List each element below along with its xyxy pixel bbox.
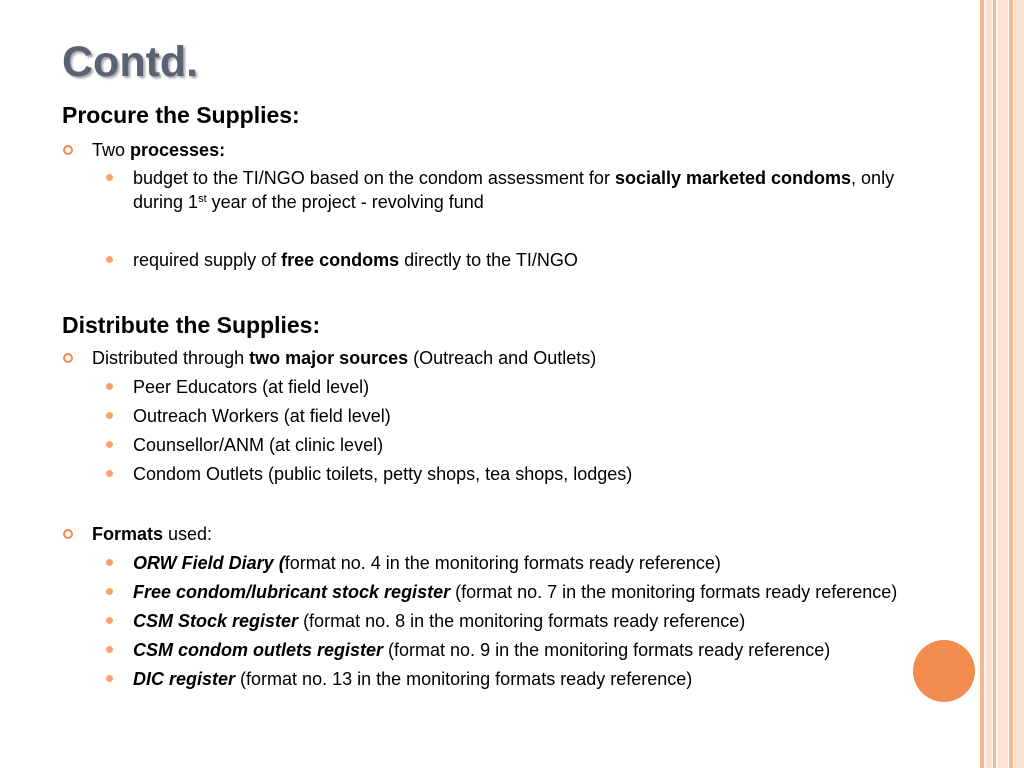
dot-bullet-icon [106,470,113,477]
text-bold: socially marketed condoms [614,168,852,188]
text: budget to the TI/NGO based on the condom assessment for [133,168,615,188]
dot-bullet-icon [106,559,113,566]
dot-bullet-icon [106,383,113,390]
format-desc: (format no. 8 in the monitoring formats ready reference) [298,611,746,631]
dot-bullet-icon [106,588,113,595]
text: Two [92,140,131,160]
format-item [62,609,902,633]
distribute-item [62,433,902,457]
format-title: ORW Field Diary ( [133,553,285,573]
distribute-item [62,462,902,486]
formats-used [62,522,902,546]
format-item [62,667,902,691]
superscript: st [198,193,207,205]
text: (Outreach and Outlets) [408,348,597,368]
distribute-item [62,404,902,428]
decorative-circle [913,640,975,702]
dot-bullet-icon [106,256,113,263]
slide-title: Contd. [62,38,199,86]
stripe [1009,0,1013,768]
format-desc: format no. 4 in the monitoring formats ready reference) [284,553,721,573]
text-bold: two major sources [249,348,409,368]
text: Peer Educators (at field level) [133,377,370,397]
format-desc: (format no. 7 in the monitoring formats ready reference) [450,582,898,602]
stripe [993,0,996,768]
format-title: CSM Stock register [133,611,299,631]
stripe [998,0,1008,768]
distribute-heading: Distribute the Supplies: [62,312,321,338]
text-bold: processes: [130,140,226,160]
stripe [980,0,984,768]
format-desc: (format no. 13 in the monitoring formats ready reference) [235,669,693,689]
stripe [986,0,992,768]
dot-bullet-icon [106,174,113,181]
procure-heading: Procure the Supplies: [62,102,300,128]
format-title: DIC register [133,669,236,689]
text: , only during 1 [133,168,895,212]
dot-bullet-icon [106,675,113,682]
format-title: CSM condom outlets register [133,640,384,660]
dot-bullet-icon [106,646,113,653]
text: required supply of [133,250,282,270]
procure-processes [62,138,902,162]
ring-bullet-icon [63,529,73,539]
ring-bullet-icon [63,145,73,155]
format-title: Free condom/lubricant stock register [133,582,451,602]
dot-bullet-icon [106,617,113,624]
format-desc: (format no. 9 in the monitoring formats ready reference) [383,640,831,660]
text: Distributed through [92,348,250,368]
distribute-sources [62,346,902,370]
text: Outreach Workers (at field level) [133,406,391,426]
text: Counsellor/ANM (at clinic level) [133,435,384,455]
text: Condom Outlets (public toilets, petty shops, tea shops, lodges) [133,464,633,484]
decorative-stripes [978,0,1024,768]
format-item [62,551,902,575]
distribute-item [62,375,902,399]
ring-bullet-icon [63,353,73,363]
procure-item-free [62,248,902,272]
text: used: [163,524,213,544]
slide-content [62,100,902,691]
format-item [62,638,902,662]
text: year of the project - revolving fund [206,192,484,212]
dot-bullet-icon [106,412,113,419]
stripe [1014,0,1024,768]
dot-bullet-icon [106,441,113,448]
format-item [62,580,902,604]
procure-item-budget [62,166,902,214]
text: directly to the TI/NGO [399,250,578,270]
text-bold: free condoms [281,250,400,270]
text-bold: Formats [92,524,164,544]
